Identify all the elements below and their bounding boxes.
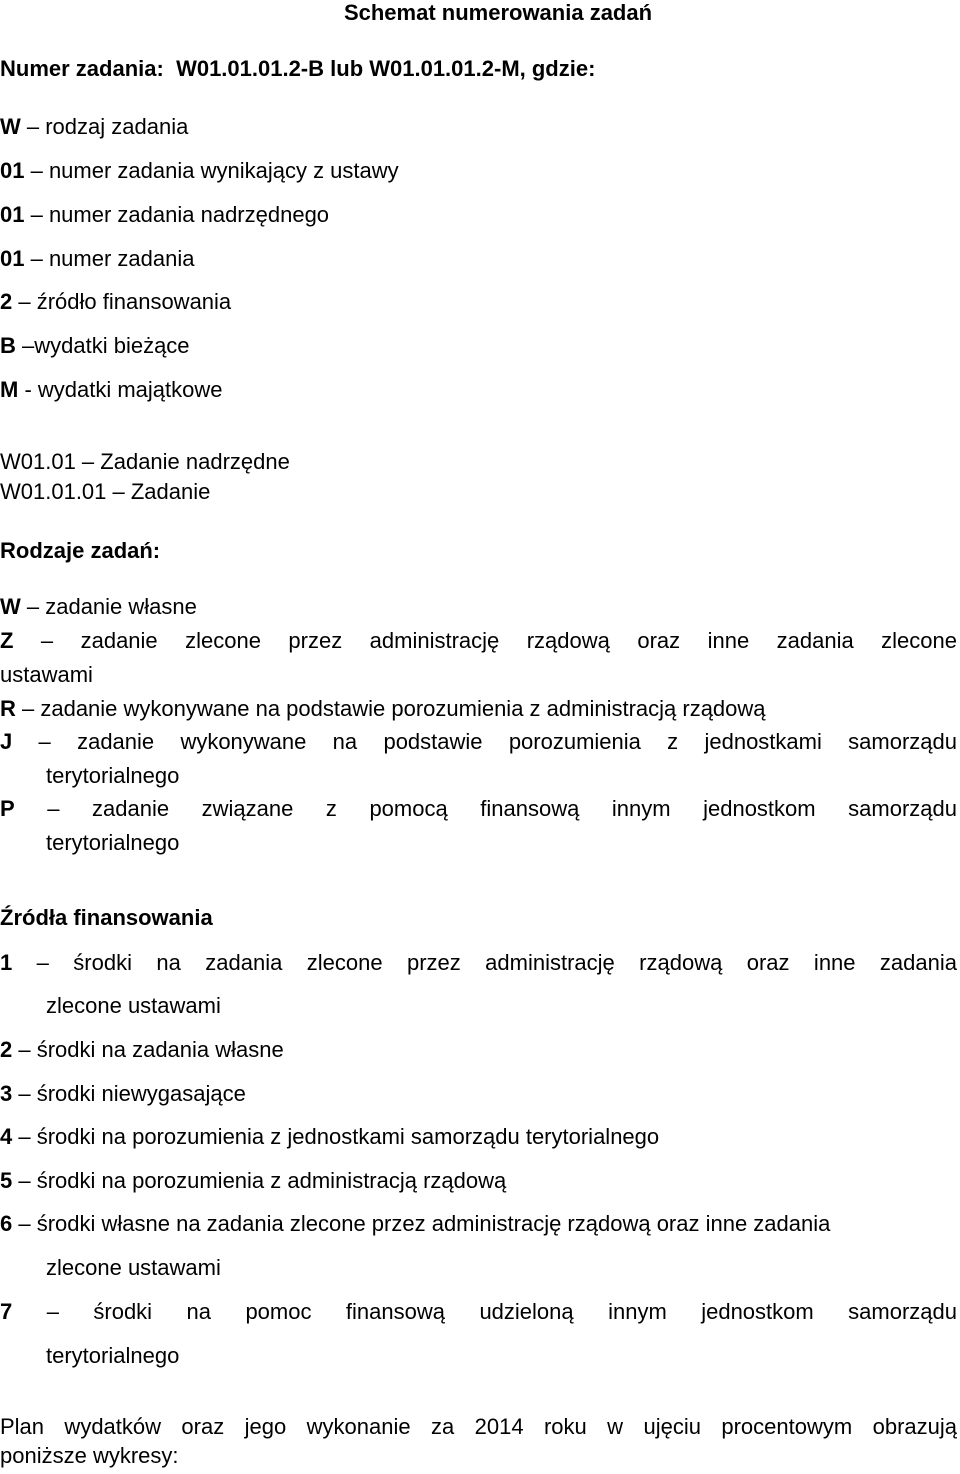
legend-text: –wydatki bieżące [15, 333, 190, 358]
funding-source-text: – środki na zadania własne [12, 1037, 284, 1062]
task-type-item [0, 796, 957, 822]
funding-source-item [0, 950, 957, 976]
task-type-text: – zadanie zlecone przez administrację rządową oraz inne zadania zlecone [13, 628, 957, 653]
legend-item [0, 377, 957, 403]
funding-source-text: – środki na porozumienia z administracją rządową [12, 1168, 507, 1193]
legend-code: 01 [0, 158, 25, 183]
legend-item [0, 114, 957, 140]
task-type-code: R [0, 696, 16, 721]
task-type-item [0, 696, 957, 722]
legend-item [0, 202, 957, 228]
legend-item [0, 158, 957, 184]
funding-source-continuation: zlecone ustawami [46, 1255, 221, 1280]
legend-text: – rodzaj zadania [20, 114, 189, 139]
funding-source-code: 1 [0, 950, 13, 975]
funding-source-code: 5 [0, 1168, 13, 1193]
task-type-item [0, 729, 957, 755]
legend-text: – źródło finansowania [12, 289, 232, 314]
example-task: W01.01.01 – Zadanie [0, 479, 211, 504]
task-type-text: – zadanie wykonywane na podstawie porozumienia z jednostkami samorządu [12, 729, 957, 754]
legend-text: – numer zadania nadrzędnego [24, 202, 330, 227]
legend-text: - wydatki majątkowe [18, 377, 223, 402]
funding-source-item [0, 1081, 957, 1107]
legend-code: 2 [0, 289, 13, 314]
task-type-text: – zadanie wykonywane na podstawie porozumienia z administracją rządową [15, 696, 766, 721]
legend-code: W [0, 114, 21, 139]
task-number-line [0, 56, 957, 82]
plan-paragraph-line: Plan wydatków oraz jego wykonanie za 2014 roku w ujęciu procentowym obrazują [0, 1414, 957, 1439]
task-type-continuation: terytorialnego [46, 830, 180, 855]
task-type-code: P [0, 796, 15, 821]
funding-source-item [0, 1124, 957, 1150]
legend-code: 01 [0, 246, 25, 271]
funding-source-text: – środki na pomoc finansową udzieloną innym jednostkom samorządu [12, 1299, 957, 1324]
funding-source-continuation: zlecone ustawami [46, 993, 221, 1018]
task-types-heading: Rodzaje zadań: [0, 538, 161, 563]
example-parent-task: W01.01 – Zadanie nadrzędne [0, 449, 290, 474]
legend-item [0, 333, 957, 359]
task-number-label: Numer zadania: [0, 56, 164, 81]
funding-sources-heading: Źródła finansowania [0, 905, 213, 930]
plan-paragraph-line: poniższe wykresy: [0, 1443, 179, 1468]
task-type-continuation: terytorialnego [46, 763, 180, 788]
funding-source-continuation: terytorialnego [46, 1343, 180, 1368]
funding-source-item [0, 1211, 957, 1237]
legend-code: M [0, 377, 19, 402]
task-type-continuation: ustawami [0, 662, 93, 687]
legend-code: B [0, 333, 16, 358]
funding-source-item [0, 1299, 957, 1325]
task-type-item [0, 594, 957, 620]
funding-source-code: 6 [0, 1211, 13, 1236]
legend-item [0, 246, 957, 272]
funding-source-item [0, 1168, 957, 1194]
document-title: Schemat numerowania zadań [343, 0, 653, 25]
task-type-text: – zadanie związane z pomocą finansową innym jednostkom samorządu [14, 796, 957, 821]
funding-source-text: – środki na zadania zlecone przez administrację rządową oraz inne zadania [12, 950, 957, 975]
funding-source-code: 4 [0, 1124, 13, 1149]
legend-text: – numer zadania wynikający z ustawy [24, 158, 399, 183]
task-type-text: – zadanie własne [20, 594, 197, 619]
task-type-code: J [0, 729, 13, 754]
funding-source-text: – środki własne na zadania zlecone przez administrację rządową oraz inne zadania [12, 1211, 831, 1236]
legend-code: 01 [0, 202, 25, 227]
task-number-value: W01.01.01.2-B lub W01.01.01.2-M, gdzie: [176, 56, 596, 81]
funding-source-code: 2 [0, 1037, 13, 1062]
funding-source-text: – środki niewygasające [12, 1081, 246, 1106]
funding-source-code: 7 [0, 1299, 13, 1324]
task-type-code: Z [0, 628, 14, 653]
legend-text: – numer zadania [24, 246, 195, 271]
funding-source-text: – środki na porozumienia z jednostkami samorządu terytorialnego [12, 1124, 660, 1149]
funding-source-item [0, 1037, 957, 1063]
funding-source-code: 3 [0, 1081, 13, 1106]
legend-item [0, 289, 957, 315]
task-type-code: W [0, 594, 21, 619]
task-type-item [0, 628, 957, 654]
